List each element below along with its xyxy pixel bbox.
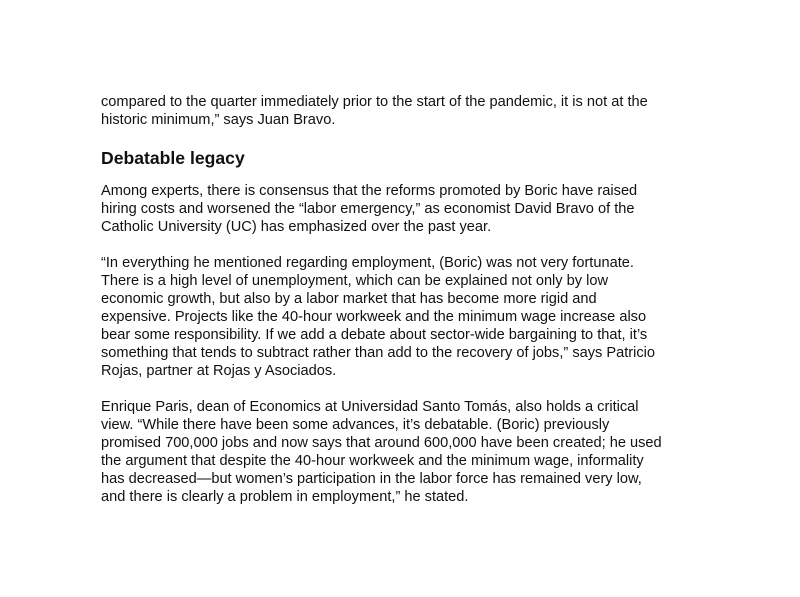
article-body — [101, 93, 701, 506]
spacer — [101, 236, 701, 254]
paragraph-experts-consensus — [101, 182, 701, 236]
text-line: economic growth, but also by a labor market that has become more rigid and — [101, 291, 597, 307]
intro-paragraph — [101, 93, 701, 129]
text-line: Among experts, there is consensus that the reforms promoted by Boric have raised — [101, 183, 638, 199]
text-line: hiring costs and worsened the “labor emergency,” as economist David Bravo of the — [101, 201, 635, 217]
spacer — [101, 380, 701, 398]
text-line: There is a high level of unemployment, which can be explained not only by low — [101, 273, 609, 289]
text-line: expensive. Projects like the 40-hour workweek and the minimum wage increase also — [101, 309, 647, 325]
text-line: Catholic University (UC) has emphasized over the past year. — [101, 219, 492, 235]
text-line: and there is clearly a problem in employment,” he stated. — [101, 489, 469, 505]
section-heading: Debatable legacy — [101, 148, 245, 168]
text-line: something that tends to subtract rather than add to the recovery of jobs,” says Patricio — [101, 345, 656, 361]
text-line: bear some responsibility. If we add a debate about sector-wide bargaining to that, it’s — [101, 327, 648, 343]
text-line: compared to the quarter immediately prior to the start of the pandemic, it is not at the — [101, 94, 648, 110]
spacer — [101, 129, 701, 147]
paragraph-rojas-quote — [101, 254, 701, 380]
text-line: view. “While there have been some advances, it’s debatable. (Boric) previously — [101, 417, 610, 433]
text-line: promised 700,000 jobs and now says that around 600,000 have been created; he used — [101, 435, 662, 451]
text-line: “In everything he mentioned regarding employment, (Boric) was not very fortunate. — [101, 255, 634, 271]
text-line: the argument that despite the 40-hour workweek and the minimum wage, informality — [101, 453, 644, 469]
text-line: Enrique Paris, dean of Economics at Universidad Santo Tomás, also holds a critical — [101, 399, 639, 415]
text-line: Rojas, partner at Rojas y Asociados. — [101, 363, 337, 379]
paragraph-paris-quote — [101, 398, 701, 506]
spacer — [101, 169, 701, 182]
text-line: historic minimum,” says Juan Bravo. — [101, 112, 336, 128]
text-line: has decreased—but women’s participation in the labor force has remained very low, — [101, 471, 642, 487]
